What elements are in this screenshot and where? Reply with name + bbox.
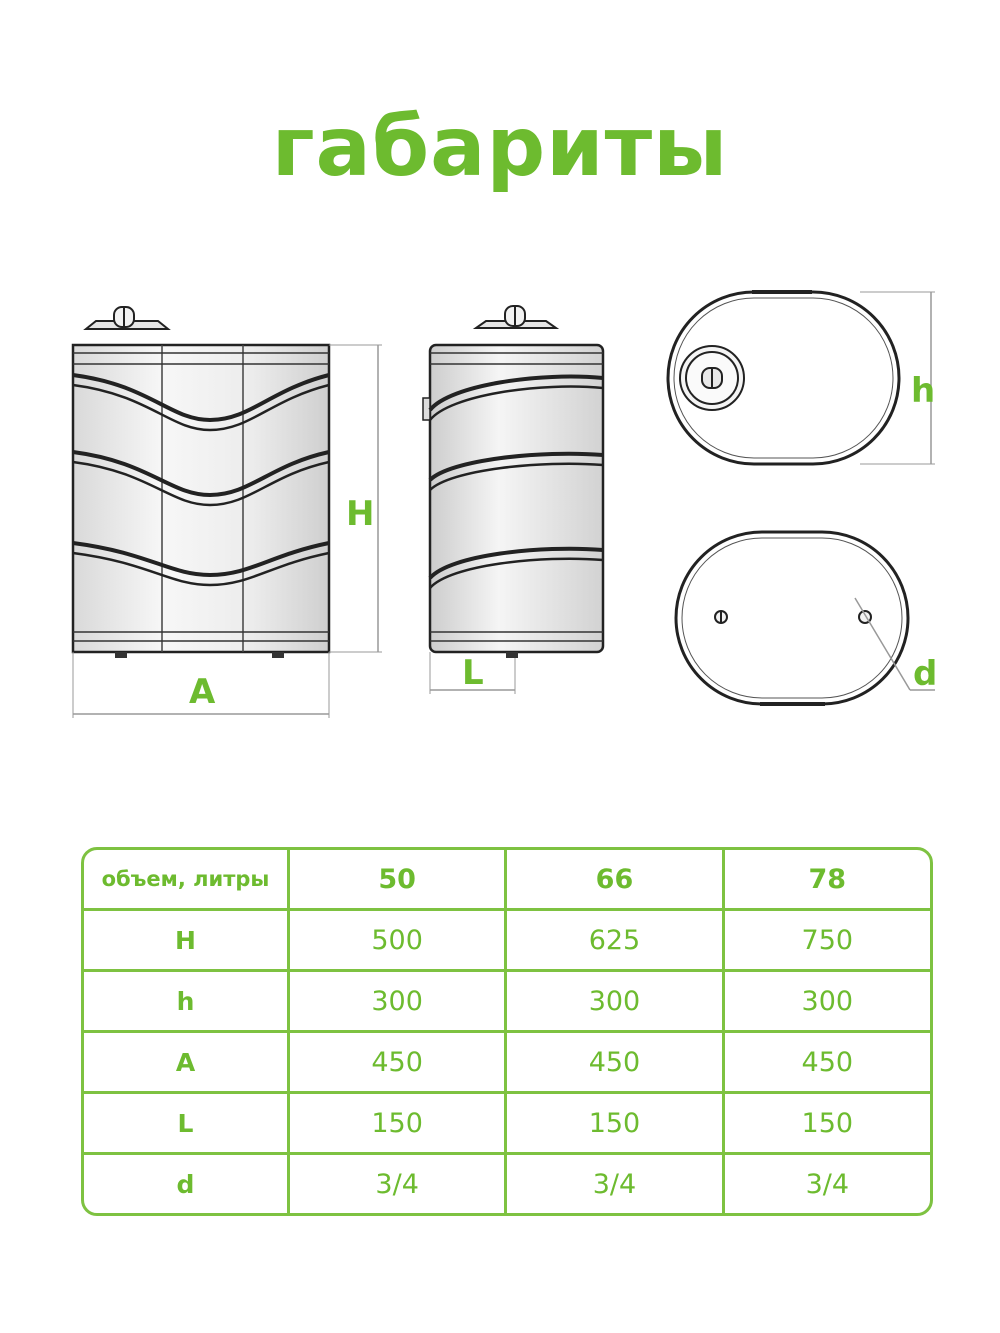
table-row-label: A	[84, 1033, 290, 1094]
table-cell: 300	[290, 972, 507, 1033]
dim-label-d: d	[913, 654, 938, 694]
front-view	[73, 307, 382, 718]
table-header-cell: 50	[290, 850, 507, 911]
table-row	[84, 1094, 930, 1155]
table-row-label: H	[84, 911, 290, 972]
table-header-cell: 66	[507, 850, 724, 911]
table-cell: 500	[290, 911, 507, 972]
table-row	[84, 1033, 930, 1094]
table-cell: 450	[725, 1033, 930, 1094]
table-cell: 450	[290, 1033, 507, 1094]
table-cell: 150	[725, 1094, 930, 1155]
dim-label-h: h	[911, 371, 936, 411]
table-cell: 300	[725, 972, 930, 1033]
dim-label-L: L	[462, 653, 484, 693]
table-cell: 3/4	[507, 1155, 724, 1213]
dimensions-table	[81, 847, 933, 1216]
table-row	[84, 911, 930, 972]
table-cell: 3/4	[290, 1155, 507, 1213]
page-title: габариты	[271, 100, 729, 195]
table-cell: 150	[507, 1094, 724, 1155]
table-row-label: h	[84, 972, 290, 1033]
top-view	[668, 292, 935, 464]
dim-label-A: A	[189, 672, 216, 712]
table-cell: 3/4	[805, 1168, 850, 1200]
table-cell: 750	[725, 911, 930, 972]
table-header-row	[84, 850, 930, 911]
table-row	[84, 1155, 930, 1213]
table-header-cell: объем, литры	[84, 850, 290, 911]
table-row-label: L	[84, 1094, 290, 1155]
table-cell: 150	[290, 1094, 507, 1155]
dim-label-H: H	[346, 494, 375, 534]
side-view	[423, 306, 603, 694]
table-row	[84, 972, 930, 1033]
table-cell: 450	[507, 1033, 724, 1094]
table-header-cell: 78	[725, 850, 930, 911]
table-cell: 300	[507, 972, 724, 1033]
bottom-view	[676, 532, 937, 704]
table-row-label: d	[84, 1155, 290, 1213]
table-cell: 625	[507, 911, 724, 972]
